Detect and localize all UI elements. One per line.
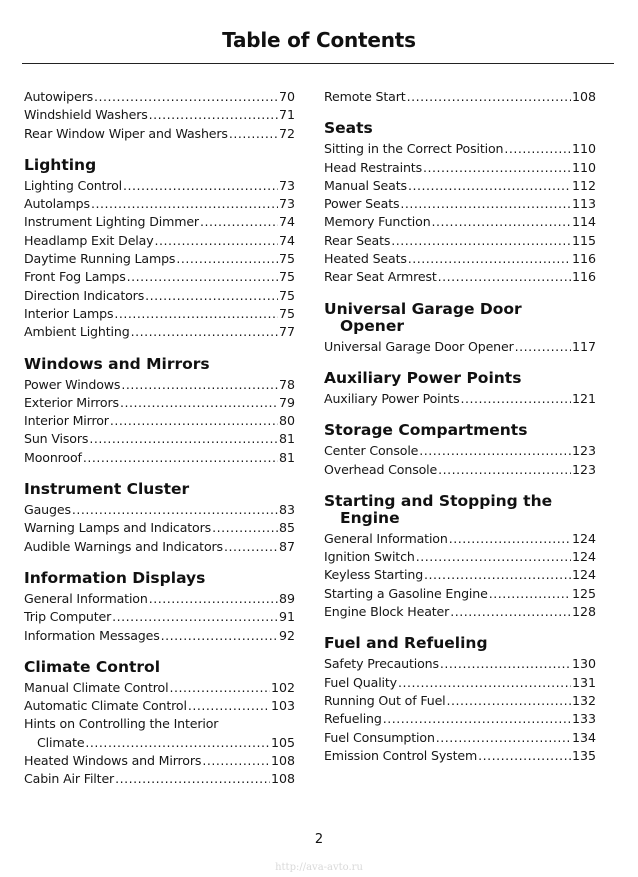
toc-entry[interactable] — [324, 710, 596, 728]
toc-entry-page: 73 — [278, 177, 295, 193]
toc-entry[interactable] — [324, 461, 596, 479]
toc-entry-title: Rear Seats — [324, 232, 391, 248]
toc-entry[interactable] — [24, 449, 295, 467]
toc-entry-page: 134 — [571, 729, 596, 745]
dot-leader — [169, 679, 269, 697]
dot-leader — [447, 692, 571, 710]
toc-entry-page: 123 — [571, 461, 596, 477]
toc-column-right — [324, 88, 596, 765]
toc-entry-page: 75 — [278, 251, 295, 267]
toc-entry-page: 124 — [571, 549, 596, 565]
toc-entry[interactable] — [24, 770, 295, 788]
toc-entry-title: Interior Mirror — [24, 413, 109, 429]
section-heading — [324, 120, 596, 137]
dot-leader — [438, 461, 571, 479]
toc-entry[interactable] — [24, 88, 295, 106]
toc-entry[interactable] — [24, 412, 295, 430]
toc-entry[interactable] — [24, 125, 295, 143]
section-heading-text: Starting and Stopping the — [324, 491, 553, 510]
toc-entry-title: Heated Seats — [324, 251, 407, 267]
toc-entry-title: Auxiliary Power Points — [324, 390, 460, 406]
dot-leader — [423, 159, 571, 177]
toc-entry-page: 108 — [270, 771, 295, 787]
dot-leader — [149, 106, 278, 124]
toc-entry-title: Manual Climate Control — [24, 679, 169, 695]
toc-entry-page: 116 — [571, 269, 596, 285]
toc-entry-page: 114 — [571, 214, 596, 230]
toc-entry[interactable] — [324, 692, 596, 710]
toc-entry-title: Refueling — [324, 711, 382, 727]
toc-entry-page: 131 — [571, 674, 596, 690]
toc-entry[interactable] — [324, 140, 596, 158]
section-heading — [324, 493, 596, 527]
toc-entry-page: 85 — [278, 520, 295, 536]
toc-entry-page: 92 — [278, 627, 295, 643]
toc-entry-title: Climate — [37, 734, 85, 750]
dot-leader — [72, 501, 278, 519]
toc-entry-title: Autowipers — [24, 89, 94, 104]
toc-column-left — [24, 88, 295, 789]
page-title: Table of Contents — [222, 28, 416, 52]
toc-entry-page: 110 — [571, 141, 596, 157]
toc-entry[interactable] — [24, 106, 295, 124]
dot-leader — [400, 195, 571, 213]
dot-leader — [131, 323, 278, 341]
toc-entry-title: Keyless Starting — [324, 567, 424, 583]
dot-leader — [188, 697, 270, 715]
section-heading-text: Storage Compartments — [324, 421, 528, 440]
toc-entry-page: 81 — [278, 449, 295, 465]
toc-entry[interactable] — [324, 530, 596, 548]
dot-leader — [127, 268, 278, 286]
toc-entry-title: Ambient Lighting — [24, 324, 130, 340]
toc-entry[interactable] — [324, 250, 596, 268]
toc-entry-page: 125 — [571, 585, 596, 601]
toc-entry[interactable] — [324, 585, 596, 603]
toc-entry-page: 121 — [571, 390, 596, 406]
dot-leader — [121, 376, 278, 394]
toc-entry-title: Exterior Mirrors — [24, 394, 119, 410]
toc-entry[interactable] — [324, 268, 596, 286]
toc-entry[interactable] — [24, 232, 295, 250]
toc-entry-title: Fuel Consumption — [324, 729, 435, 745]
toc-entry-page: 124 — [571, 567, 596, 583]
section-heading — [324, 301, 596, 335]
toc-entry[interactable] — [324, 159, 596, 177]
dot-leader — [436, 729, 571, 747]
section-heading-text: Seats — [324, 119, 373, 138]
toc-entry[interactable] — [324, 655, 596, 673]
toc-entry-page: 123 — [571, 443, 596, 459]
toc-entry-page: 89 — [278, 590, 295, 606]
toc-entry[interactable] — [324, 747, 596, 765]
toc-entry-title: Moonroof — [24, 449, 82, 465]
toc-entry-title: Interior Lamps — [24, 305, 114, 321]
dot-leader — [461, 390, 571, 408]
dot-leader — [200, 213, 278, 231]
toc-entry-title: Head Restraints — [324, 159, 422, 175]
toc-entry-title: Heated Windows and Mirrors — [24, 753, 202, 769]
dot-leader — [478, 747, 571, 765]
toc-entry-page: 124 — [571, 530, 596, 546]
toc-entry-page: 77 — [278, 324, 295, 340]
toc-entry[interactable] — [24, 250, 295, 268]
dot-leader — [176, 250, 278, 268]
toc-entry[interactable] — [24, 501, 295, 519]
toc-entry-title: Engine Block Heater — [324, 604, 450, 620]
toc-entry-page: 135 — [571, 747, 596, 763]
toc-entry-title: Cabin Air Filter — [24, 771, 115, 787]
dot-leader — [449, 530, 571, 548]
dot-leader — [408, 177, 571, 195]
section-heading-text: Universal Garage Door — [324, 299, 522, 318]
toc-entry-title: Information Messages — [24, 627, 160, 643]
toc-entry-page: 74 — [278, 214, 295, 230]
dot-leader — [383, 710, 571, 728]
toc-entry-title: Ignition Switch — [324, 549, 415, 565]
toc-entry-page: 75 — [278, 269, 295, 285]
toc-entry[interactable] — [24, 394, 295, 412]
toc-entry[interactable] — [24, 268, 295, 286]
toc-entry-page: 105 — [270, 734, 295, 750]
toc-entry-title: General Information — [24, 590, 148, 606]
toc-entry-title: Lighting Control — [24, 177, 123, 193]
section-heading — [324, 635, 596, 652]
dot-leader — [110, 412, 278, 430]
toc-entry-page: 108 — [270, 753, 295, 769]
toc-entry-page: 75 — [278, 287, 295, 303]
toc-entry-title: Sitting in the Correct Position — [324, 141, 504, 157]
title-rule — [22, 63, 614, 64]
section-heading — [324, 422, 596, 439]
toc-entry[interactable] — [324, 213, 596, 231]
toc-entry-title: Headlamp Exit Delay — [24, 232, 154, 248]
toc-entry[interactable] — [324, 195, 596, 213]
toc-entry[interactable] — [24, 195, 295, 213]
dot-leader — [155, 232, 278, 250]
dot-leader — [112, 608, 278, 626]
toc-entry-page: 112 — [571, 177, 596, 193]
dot-leader — [83, 449, 278, 467]
toc-entry[interactable] — [24, 177, 295, 195]
toc-entry-page: 70 — [278, 89, 295, 104]
dot-leader — [212, 519, 278, 537]
toc-entry[interactable] — [24, 519, 295, 537]
toc-entry[interactable] — [324, 442, 596, 460]
toc-entry[interactable] — [24, 430, 295, 448]
dot-leader — [424, 566, 571, 584]
toc-entry-title: Safety Precautions — [324, 656, 439, 672]
dot-leader — [85, 734, 270, 752]
dot-leader — [438, 268, 571, 286]
toc-entry-page: 71 — [278, 107, 295, 123]
toc-entry-page: 87 — [278, 538, 295, 554]
dot-leader — [398, 674, 571, 692]
toc-entry-page: 75 — [278, 305, 295, 321]
watermark: http://ava-avto.ru — [275, 862, 363, 873]
toc-entry-page: 80 — [278, 413, 295, 429]
toc-entry[interactable] — [324, 390, 596, 408]
toc-entry[interactable] — [24, 697, 295, 715]
section-heading-text: Information Displays — [24, 568, 206, 587]
toc-entry-title: Windshield Washers — [24, 107, 148, 123]
dot-leader — [115, 770, 270, 788]
toc-entry-title: Manual Seats — [324, 177, 407, 193]
toc-entry[interactable] — [24, 376, 295, 394]
toc-entry-title: Front Fog Lamps — [24, 269, 126, 285]
toc-entry-title: Power Seats — [324, 196, 400, 212]
toc-entry-title: Gauges — [24, 502, 71, 518]
toc-entry-title: Hints on Controlling the Interior — [24, 716, 219, 732]
dot-leader — [450, 603, 571, 621]
toc-entry-page: 113 — [571, 196, 596, 212]
toc-entry[interactable] — [24, 305, 295, 323]
toc-entry-title: Warning Lamps and Indicators — [24, 520, 212, 536]
section-heading-text: Engine — [340, 508, 400, 527]
toc-entry[interactable] — [24, 752, 295, 770]
section-heading-text: Opener — [340, 316, 404, 335]
toc-entry-page: 103 — [270, 698, 295, 714]
dot-leader — [489, 585, 571, 603]
section-heading — [24, 570, 295, 587]
toc-entry-title: Audible Warnings and Indicators — [24, 538, 223, 554]
toc-entry[interactable] — [324, 88, 596, 106]
toc-entry-title: Autolamps — [24, 196, 90, 212]
toc-entry-page: 91 — [278, 609, 295, 625]
toc-entry[interactable] — [24, 715, 295, 752]
toc-entry[interactable] — [24, 287, 295, 305]
toc-entry-page: 78 — [278, 376, 295, 392]
toc-entry-title: Trip Computer — [24, 609, 112, 625]
section-heading — [24, 157, 295, 174]
page-number: 2 — [314, 832, 324, 847]
section-heading-text: Lighting — [24, 155, 97, 174]
toc-entry-page: 110 — [571, 159, 596, 175]
toc-entry-page: 81 — [278, 431, 295, 447]
dot-leader — [114, 305, 278, 323]
toc-entry-page: 73 — [278, 196, 295, 212]
toc-entry-page: 79 — [278, 394, 295, 410]
toc-entry-title: Overhead Console — [324, 461, 438, 477]
dot-leader — [391, 232, 571, 250]
toc-entry-page: 128 — [571, 604, 596, 620]
toc-entry-page: 102 — [270, 679, 295, 695]
toc-entry-title: Fuel Quality — [324, 674, 397, 690]
section-heading — [324, 370, 596, 387]
section-heading-text: Climate Control — [24, 657, 161, 676]
dot-leader — [416, 548, 571, 566]
section-heading-text: Instrument Cluster — [24, 480, 190, 499]
dot-leader — [202, 752, 270, 770]
toc-entry[interactable] — [24, 679, 295, 697]
toc-entry[interactable] — [324, 566, 596, 584]
dot-leader — [408, 250, 571, 268]
toc-entry-title: Starting a Gasoline Engine — [324, 585, 488, 601]
toc-entry-title: Emission Control System — [324, 747, 478, 763]
toc-entry-page: 133 — [571, 711, 596, 727]
toc-entry[interactable] — [324, 729, 596, 747]
toc-entry-page: 130 — [571, 656, 596, 672]
dot-leader — [149, 590, 278, 608]
section-heading — [24, 659, 295, 676]
dot-leader — [440, 655, 571, 673]
toc-entry-page: 72 — [278, 125, 295, 141]
dot-leader — [145, 287, 278, 305]
toc-entry-title: Memory Function — [324, 214, 431, 230]
section-heading-text: Auxiliary Power Points — [324, 368, 522, 387]
toc-entry-title: Power Windows — [24, 376, 121, 392]
toc-entry[interactable] — [24, 590, 295, 608]
toc-entry-title: Automatic Climate Control — [24, 698, 187, 714]
toc-entry[interactable] — [24, 608, 295, 626]
section-heading-text: Fuel and Refueling — [324, 634, 488, 653]
toc-entry[interactable] — [324, 338, 596, 356]
dot-leader — [515, 338, 571, 356]
dot-leader — [229, 125, 278, 143]
toc-entry-title: Rear Seat Armrest — [324, 269, 437, 285]
dot-leader — [123, 177, 278, 195]
toc-entry-page: 132 — [571, 692, 596, 708]
section-heading-text: Windows and Mirrors — [24, 354, 210, 373]
toc-entry-title: General Information — [324, 530, 448, 546]
toc-entry[interactable] — [24, 213, 295, 231]
toc-entry-title: Remote Start — [324, 89, 406, 104]
toc-entry[interactable] — [324, 548, 596, 566]
toc-entry-page: 74 — [278, 232, 295, 248]
toc-entry[interactable] — [324, 674, 596, 692]
toc-entry[interactable] — [24, 627, 295, 645]
dot-leader — [432, 213, 571, 231]
dot-leader — [419, 442, 571, 460]
toc-entry[interactable] — [324, 177, 596, 195]
toc-entry-title: Running Out of Fuel — [324, 692, 446, 708]
toc-entry-title: Rear Window Wiper and Washers — [24, 125, 228, 141]
dot-leader — [504, 140, 571, 158]
toc-entry-page: 115 — [571, 232, 596, 248]
dot-leader — [161, 627, 278, 645]
toc-entry-page: 117 — [571, 338, 596, 354]
toc-entry-title: Sun Visors — [24, 431, 89, 447]
toc-entry-title: Universal Garage Door Opener — [324, 338, 514, 354]
toc-entry-title: Instrument Lighting Dimmer — [24, 214, 199, 230]
toc-entry-line — [24, 734, 295, 752]
dot-leader — [94, 88, 278, 106]
toc-entry[interactable] — [324, 232, 596, 250]
dot-leader — [120, 394, 278, 412]
dot-leader — [407, 88, 571, 106]
section-heading — [24, 356, 295, 373]
dot-leader — [91, 195, 278, 213]
toc-entry[interactable] — [24, 538, 295, 556]
toc-entry-page: 83 — [278, 502, 295, 518]
toc-entry[interactable] — [324, 603, 596, 621]
toc-entry[interactable] — [24, 323, 295, 341]
toc-entry-page: 108 — [571, 89, 596, 104]
toc-entry-page: 116 — [571, 251, 596, 267]
dot-leader — [89, 430, 278, 448]
section-heading — [24, 481, 295, 498]
toc-entry-title: Center Console — [324, 443, 419, 459]
dot-leader — [224, 538, 278, 556]
toc-entry-title: Direction Indicators — [24, 287, 145, 303]
toc-entry-title: Daytime Running Lamps — [24, 251, 176, 267]
